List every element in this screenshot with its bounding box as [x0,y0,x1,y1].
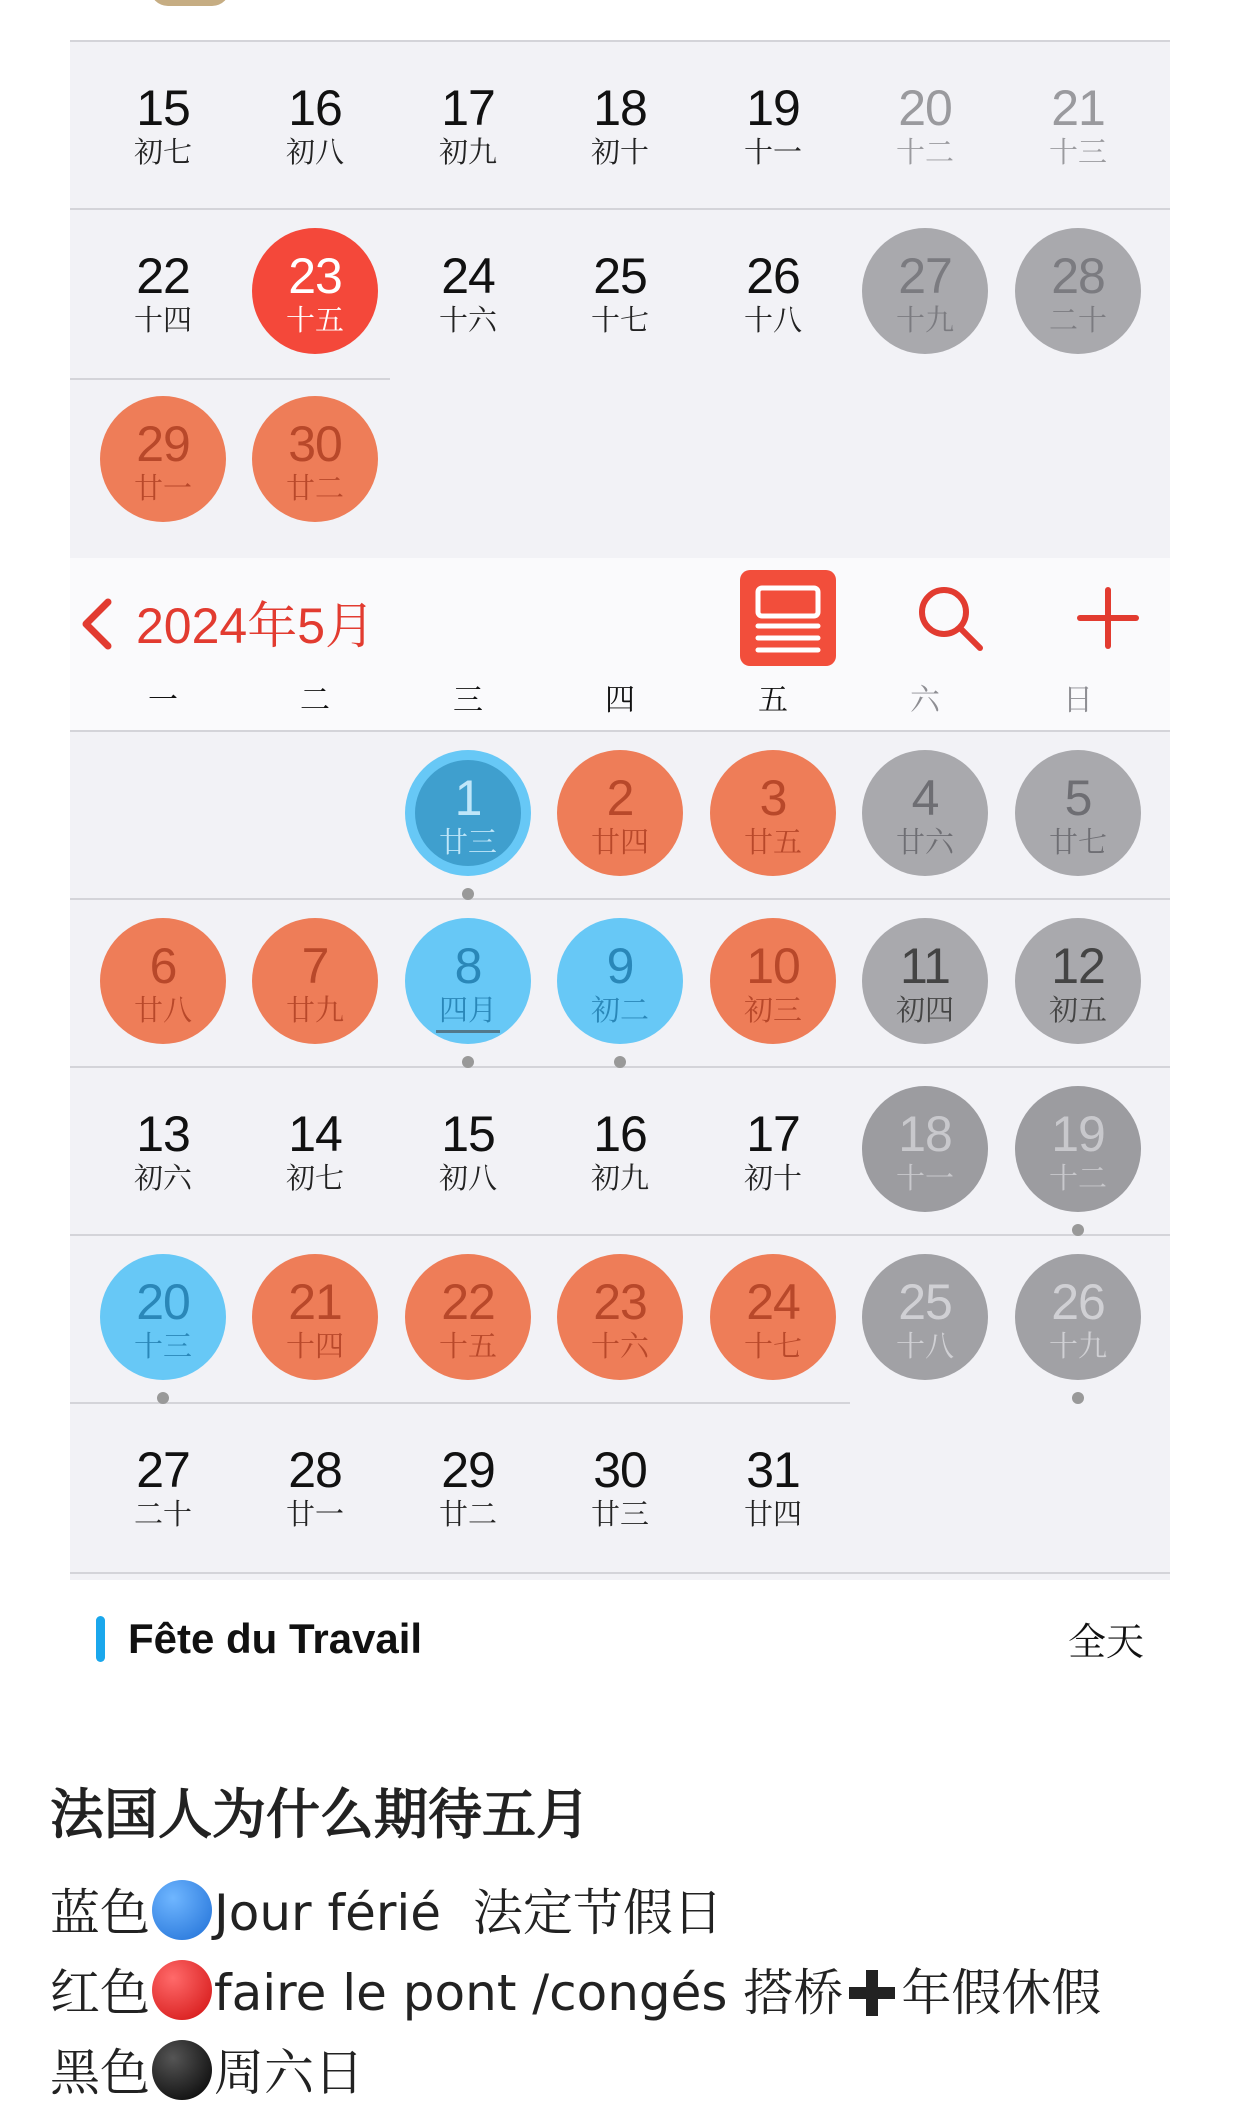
day-cell[interactable] [850,1074,1000,1224]
lunar-date: 十三 [1048,135,1107,169]
lunar-date: 初五 [1048,993,1107,1027]
day-number: 31 [746,1442,800,1498]
lunar-date: 十八 [895,1329,954,1363]
day-cell[interactable] [1003,216,1153,366]
plus-icon [1070,580,1146,656]
lunar-date: 廿四 [590,825,649,859]
search-icon [912,580,988,656]
day-number: 11 [900,938,950,994]
month-nav-bar [70,558,1170,731]
lunar-date: 廿三 [438,825,497,859]
event-title[interactable]: Fête du Travail [128,1615,423,1662]
day-number: 9 [606,938,634,994]
lunar-date: 初十 [743,1161,802,1195]
post-title: 法国人为什么期待五月 [50,1783,590,1846]
day-cell[interactable] [393,1074,543,1224]
event-time: 全天 [1067,1620,1144,1664]
legend-prefix: 黑色 [50,2044,150,2102]
weekday-label: 四 [605,683,635,718]
legend-text: 年假休假 [901,1964,1102,2022]
day-cell-today[interactable] [240,216,390,366]
day-cell[interactable] [393,48,543,198]
day-number: 23 [593,1274,647,1330]
day-cell[interactable] [240,906,390,1056]
day-number: 29 [441,1442,495,1498]
event-dot [614,1056,626,1068]
day-cell-selected[interactable] [393,738,543,888]
day-cell[interactable] [240,1242,390,1392]
day-number: 22 [136,248,190,304]
lunar-date: 廿一 [133,471,192,505]
day-number: 19 [746,80,800,136]
lunar-date: 初四 [895,993,954,1027]
day-cell[interactable] [88,216,238,366]
day-cell[interactable] [850,216,1000,366]
weekday-label: 日 [1063,683,1093,718]
day-cell[interactable] [1003,48,1153,198]
day-number: 21 [1051,80,1105,136]
day-cell[interactable] [698,216,848,366]
lunar-date: 十二 [895,135,954,169]
month-start-underline [436,1030,500,1033]
day-number: 17 [441,80,495,136]
day-number: 17 [746,1106,800,1162]
weekday-label: 六 [910,683,940,718]
add-event-button[interactable] [1070,580,1146,656]
row-separator [70,40,1170,42]
lunar-date: 十二 [1048,1161,1107,1195]
day-number: 13 [136,1106,190,1162]
red-circle-icon [152,1960,212,2020]
day-number: 26 [746,248,800,304]
lunar-date: 廿九 [285,993,344,1027]
day-number: 7 [301,938,329,994]
row-separator [70,1234,1170,1236]
day-number: 6 [149,938,177,994]
day-number: 23 [288,248,342,304]
day-cell[interactable] [88,1410,238,1560]
day-number: 25 [593,248,647,304]
day-cell[interactable] [698,1410,848,1560]
chevron-left-icon[interactable] [78,594,118,666]
lunar-date: 初九 [590,1161,649,1195]
lunar-date: 二十 [1048,303,1107,337]
event-dot [462,1056,474,1068]
lunar-date: 初八 [285,135,344,169]
day-number: 12 [1051,938,1105,994]
day-cell[interactable] [850,1242,1000,1392]
event-calendar-color-bar [96,1616,105,1662]
event-dot [462,888,474,900]
lunar-date: 初八 [438,1161,497,1195]
day-cell[interactable] [698,48,848,198]
day-cell[interactable] [850,48,1000,198]
day-cell[interactable] [393,216,543,366]
lunar-date: 初七 [133,135,192,169]
day-number: 20 [898,80,952,136]
day-cell[interactable] [88,384,238,534]
lunar-date: 初三 [743,993,802,1027]
day-cell[interactable] [545,1242,695,1392]
lunar-date: 初二 [590,993,649,1027]
day-number: 26 [1051,1274,1105,1330]
lunar-date: 廿五 [743,825,802,859]
day-cell[interactable] [545,48,695,198]
avatar [150,0,230,6]
day-number: 8 [454,938,482,994]
legend-line-black [50,2040,364,2105]
lunar-date: 十九 [895,303,954,337]
day-number: 29 [136,416,190,472]
day-cell[interactable] [88,1242,238,1392]
day-cell[interactable] [545,1074,695,1224]
day-number: 15 [441,1106,495,1162]
row-separator [70,730,1170,732]
legend-text: 周六日 [214,2044,364,2102]
lunar-date: 廿一 [285,1497,344,1531]
day-number: 19 [1051,1106,1105,1162]
day-cell[interactable] [545,738,695,888]
lunar-date: 初十 [590,135,649,169]
day-cell[interactable] [1003,1242,1153,1392]
lunar-date: 廿四 [743,1497,802,1531]
legend-text: faire le pont /congés 搭桥 [214,1964,844,2022]
event-dot [1072,1392,1084,1404]
lunar-date: 廿三 [590,1497,649,1531]
day-cell[interactable] [1003,738,1153,888]
legend-line-red [50,1960,1101,2025]
day-number: 1 [454,770,482,826]
day-number: 27 [898,248,952,304]
day-number: 30 [593,1442,647,1498]
day-number: 10 [746,938,800,994]
blue-circle-icon [152,1880,212,1940]
lunar-date: 十八 [743,303,802,337]
day-cell[interactable] [240,1410,390,1560]
lunar-date: 十七 [743,1329,802,1363]
row-separator [70,898,1170,900]
day-cell[interactable] [240,1074,390,1224]
weekday-label: 一 [148,683,178,718]
event-dot [1072,1224,1084,1236]
lunar-date: 十三 [133,1329,192,1363]
day-cell[interactable] [850,906,1000,1056]
day-number: 20 [136,1274,190,1330]
day-cell[interactable] [1003,906,1153,1056]
day-number: 3 [759,770,787,826]
legend-prefix: 蓝色 [50,1884,150,1942]
day-cell[interactable] [545,216,695,366]
black-circle-icon [152,2040,212,2100]
day-number: 28 [288,1442,342,1498]
day-cell[interactable] [545,906,695,1056]
day-number: 14 [288,1106,342,1162]
legend-prefix: 红色 [50,1964,150,2022]
day-number: 2 [606,770,634,826]
lunar-date: 初六 [133,1161,192,1195]
day-number: 21 [288,1274,342,1330]
event-dot [157,1392,169,1404]
legend-line-blue [50,1880,723,1945]
day-cell[interactable] [88,48,238,198]
row-separator [70,378,390,380]
day-cell[interactable] [850,738,1000,888]
day-cell[interactable] [88,906,238,1056]
day-cell[interactable] [240,384,390,534]
row-separator [70,1402,850,1404]
lunar-date: 廿六 [895,825,954,859]
row-separator [70,1572,1170,1574]
day-cell[interactable] [393,1242,543,1392]
day-number: 30 [288,416,342,472]
day-number: 24 [746,1274,800,1330]
day-number: 18 [593,80,647,136]
day-number: 18 [898,1106,952,1162]
lunar-date: 廿七 [1048,825,1107,859]
month-title[interactable]: 2024年5月 [136,598,376,654]
day-number: 24 [441,248,495,304]
search-button[interactable] [912,580,988,656]
lunar-date: 十四 [133,303,192,337]
lunar-date: 初七 [285,1161,344,1195]
lunar-date: 十六 [438,303,497,337]
list-view-button[interactable] [740,570,836,666]
heavy-plus-icon [849,1970,895,2016]
lunar-date: 十四 [285,1329,344,1363]
lunar-date: 廿二 [285,471,344,505]
day-cell[interactable] [698,906,848,1056]
lunar-date: 十七 [590,303,649,337]
lunar-date: 十一 [895,1161,954,1195]
weekday-label: 二 [300,683,330,718]
day-cell[interactable] [240,48,390,198]
day-cell[interactable] [393,1410,543,1560]
day-number: 25 [898,1274,952,1330]
day-number: 16 [288,80,342,136]
lunar-date: 二十 [133,1497,192,1531]
day-cell[interactable] [698,1242,848,1392]
day-cell[interactable] [1003,1074,1153,1224]
weekday-label: 五 [758,683,788,718]
lunar-date: 廿二 [438,1497,497,1531]
row-separator [70,208,1170,210]
list-view-icon [740,570,836,666]
day-number: 16 [593,1106,647,1162]
lunar-date: 初九 [438,135,497,169]
day-cell[interactable] [88,1074,238,1224]
lunar-date: 十五 [285,303,344,337]
day-number: 5 [1064,770,1092,826]
legend-text: Jour férié 法定节假日 [214,1884,723,1942]
day-number: 4 [911,770,939,826]
day-cell[interactable] [698,1074,848,1224]
lunar-date: 廿八 [133,993,192,1027]
lunar-date: 十六 [590,1329,649,1363]
lunar-date: 十五 [438,1329,497,1363]
day-cell[interactable] [393,906,543,1056]
day-number: 15 [136,80,190,136]
lunar-date: 四月 [438,993,497,1027]
day-cell[interactable] [545,1410,695,1560]
day-number: 27 [136,1442,190,1498]
day-number: 28 [1051,248,1105,304]
weekday-label: 三 [453,683,483,718]
day-cell[interactable] [698,738,848,888]
lunar-date: 十一 [743,135,802,169]
lunar-date: 十九 [1048,1329,1107,1363]
day-number: 22 [441,1274,495,1330]
